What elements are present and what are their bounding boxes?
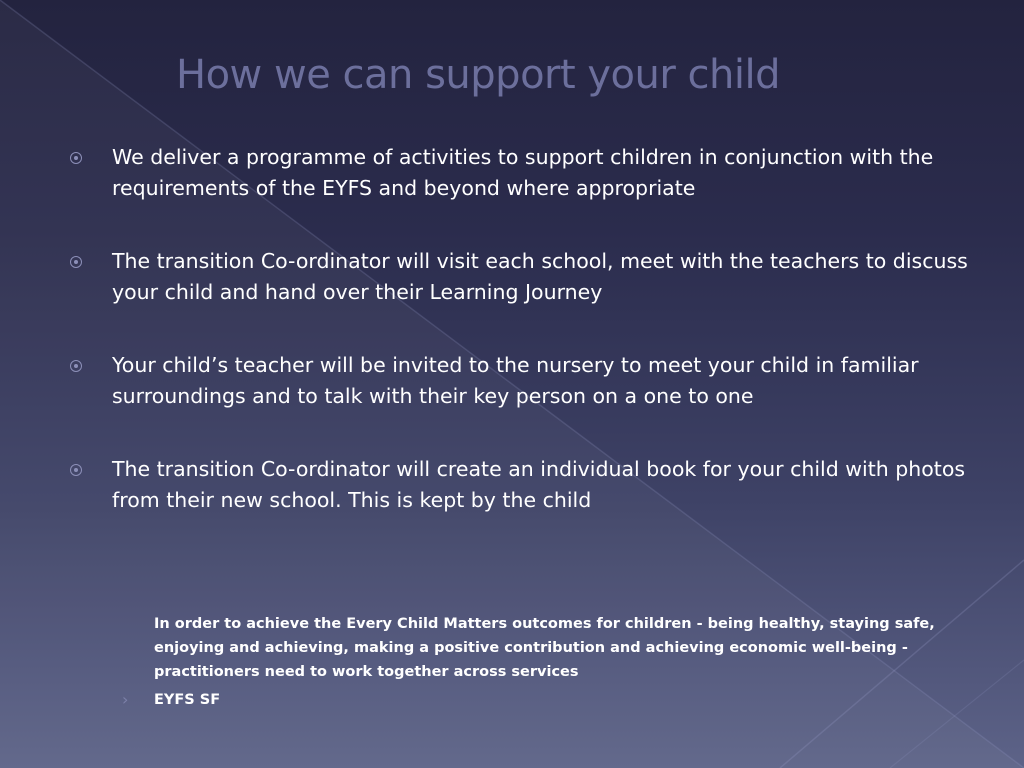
bullet-item — [70, 454, 970, 516]
circle-dot-bullet-icon — [70, 464, 82, 476]
quote-text: In order to achieve the Every Child Matters outcomes for children - being healthy, staying safe, enjoying and achieving, making a positive contribution and achieving economic well-being - practitioners need to work together across services — [154, 616, 935, 680]
bullet-item — [70, 142, 970, 204]
slide-title: How we can support your child — [176, 52, 780, 98]
bullet-text: We deliver a programme of activities to support children in conjunction with the requirements of the EYFS and beyond where appropriate — [112, 145, 934, 200]
circle-dot-bullet-icon — [70, 256, 82, 268]
quote-source: EYFS SF — [154, 692, 221, 708]
circle-dot-bullet-icon — [70, 152, 82, 164]
bullet-item — [70, 350, 970, 412]
circle-dot-bullet-icon — [70, 360, 82, 372]
bullet-list — [70, 142, 970, 558]
bullet-item — [70, 246, 970, 308]
chevron-right-icon: › — [122, 690, 129, 709]
bullet-text: The transition Co-ordinator will visit each school, meet with the teachers to discuss your child and hand over their Learning Journey — [112, 249, 968, 304]
bullet-text: The transition Co-ordinator will create an individual book for your child with photos from their new school. This is kept by the child — [112, 457, 966, 512]
bullet-text: Your child’s teacher will be invited to the nursery to meet your child in familiar surroundings and to talk with their key person on a one to one — [112, 353, 919, 408]
